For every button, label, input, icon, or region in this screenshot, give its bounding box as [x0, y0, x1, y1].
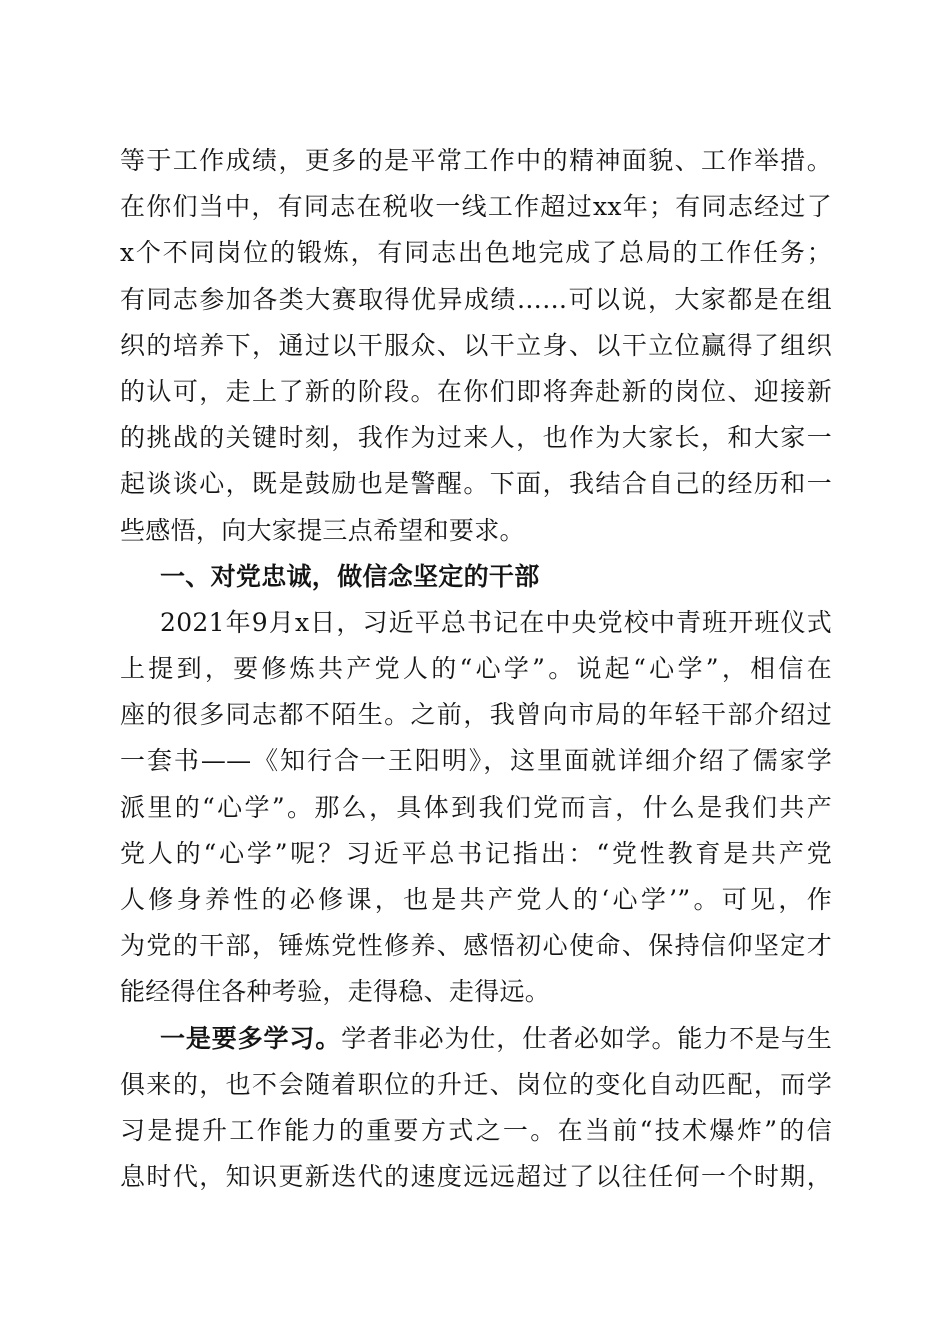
text-line: 有同志参加各类大赛取得优异成绩……可以说，大家都是在组 [120, 284, 832, 314]
paragraph-2 [120, 600, 832, 1016]
paragraph-lead-rest: 学者非必为仕，仕者必如学。能力不是与生 [341, 1023, 832, 1053]
text-line: 些感悟，向大家提三点希望和要求。 [120, 515, 525, 545]
text-line: 等于工作成绩，更多的是平常工作中的精神面貌、工作举措。 [120, 146, 832, 175]
section-heading: 一、对党忠诚，做信念坚定的干部 [160, 561, 540, 591]
text-line: 息时代，知识更新迭代的速度远远超过了以往任何一个时期， [120, 1162, 832, 1192]
text-line: 能经得住各种考验，走得稳、走得远。 [120, 977, 551, 1007]
text-line: 为党的干部，锤炼党性修养、感悟初心使命、保持信仰坚定才 [120, 931, 832, 961]
text-line: 人修身养性的必修课，也是共产党人的‘心学’”。可见，作 [120, 885, 832, 914]
text-line: 上提到，要修炼共产党人的“心学”。说起“心学”，相信在 [120, 654, 832, 684]
text-line: 一套书——《知行合一王阳明》，这里面就详细介绍了儒家学 [120, 746, 832, 776]
text-line: 2021年9月x日，习近平总书记在中央党校中青班开班仪式 [160, 607, 832, 637]
text-line: 的认可，走上了新的阶段。在你们即将奔赴新的岗位、迎接新 [120, 376, 832, 406]
text-line: 起谈谈心，既是鼓励也是警醒。下面，我结合自己的经历和一 [120, 469, 832, 499]
text-line: x个不同岗位的锻炼，有同志出色地完成了总局的工作任务； [120, 238, 832, 268]
text-line: 在你们当中，有同志在税收一线工作超过xx年；有同志经过了 [120, 192, 832, 222]
text-line: 织的培养下，通过以干服众、以干立身、以干立位赢得了组织 [120, 330, 832, 360]
document-body [120, 138, 832, 1200]
paragraph-lead: 一是要多学习。 [160, 1023, 342, 1053]
text-line: 的挑战的关键时刻，我作为过来人，也作为大家长，和大家一 [120, 423, 832, 453]
text-line [120, 1016, 832, 1062]
text-line: 习是提升工作能力的重要方式之一。在当前“技术爆炸”的信 [120, 1115, 832, 1145]
text-line: 党人的“心学”呢？习近平总书记指出：“党性教育是共产党 [120, 838, 832, 868]
text-line: 座的很多同志都不陌生。之前，我曾向市局的年轻干部介绍过 [120, 700, 832, 730]
text-line: 派里的“心学”。那么，具体到我们党而言，什么是我们共产 [120, 792, 832, 822]
text-line: 俱来的，也不会随着职位的升迁、岗位的变化自动匹配，而学 [120, 1069, 832, 1099]
paragraph-3 [120, 1016, 832, 1201]
paragraph-1 [120, 138, 832, 554]
